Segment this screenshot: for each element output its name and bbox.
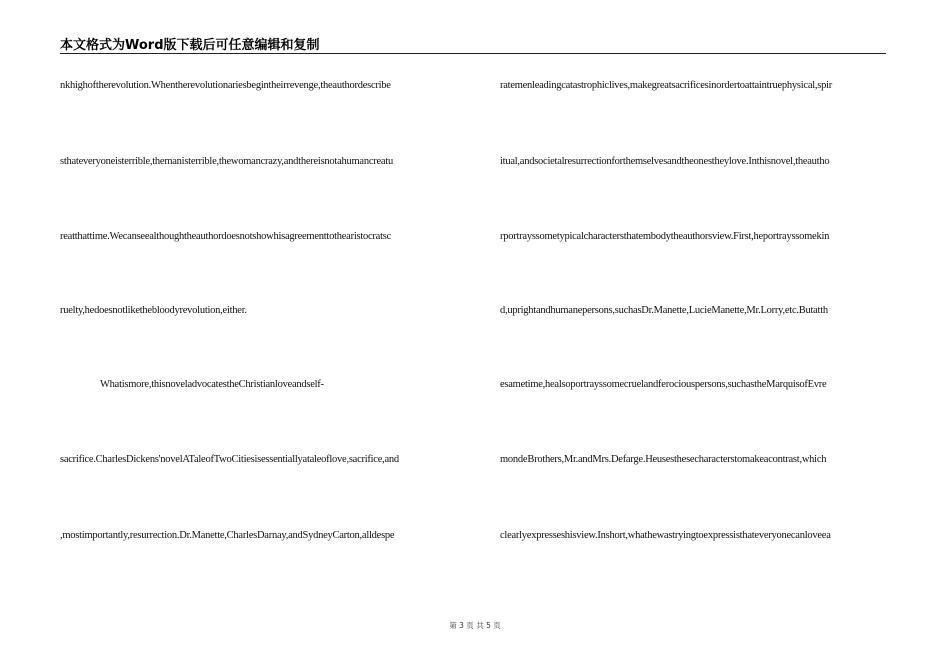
text-line: ratemenleadingcatastrophiclives,makegreatsacrificesinordertoattaintruephysical,spir bbox=[500, 80, 833, 91]
text-line: itual,andsocietalresurrectionforthemselvesandtheonestheylove.Inthisnovel,theautho bbox=[500, 156, 830, 167]
text-line: d,uprightandhumanepersons,suchasDr.Manette,LucieManette,Mr.Lorry,etc.Butatth bbox=[500, 305, 828, 316]
text-line: reatthattime.Wecanseealthoughtheauthordoesnotshowhisagreementtothearistocratsc bbox=[60, 231, 391, 242]
text-line: ruelty,hedoesnotlikethebloodyrevolution,either. bbox=[60, 305, 247, 316]
text-line: clearlyexpresseshisview.Inshort,whathewastryingtoexpressisthateveryonecanloveea bbox=[500, 530, 831, 541]
text-line: rportrayssometypicalcharactersthatembodytheauthorsview.First,heportrayssomekin bbox=[500, 231, 830, 242]
text-line: sacrifice.CharlesDickens'novelATaleofTwoCitiesisessentiallyataleoflove,sacrifice,and bbox=[60, 454, 399, 465]
page-number-footer: 第 3 页 共 5 页 bbox=[449, 621, 501, 630]
text-line: ,mostimportantly,resurrection.Dr.Manette,CharlesDarnay,andSydneyCarton,alldespe bbox=[60, 530, 395, 541]
text-line: sthateveryoneisterrible,themanisterrible,thewomancrazy,andthereisnotahumancreatu bbox=[60, 156, 393, 167]
page-header bbox=[60, 33, 886, 54]
text-line: nkhighoftherevolution.Whentherevolutionariesbegintheirrevenge,theauthordescribe bbox=[60, 80, 391, 91]
text-line: esametime,healsoportrayssomecruelandferociouspersons,suchastheMarquisofEvre bbox=[500, 379, 827, 390]
paragraph-first-line: Whatismore,thisnoveladvocatestheChristianloveandself- bbox=[100, 379, 324, 390]
document-header-title: 本文格式为Word版下载后可任意编辑和复制 bbox=[60, 38, 320, 53]
text-line: mondeBrothers,Mr.andMrs.Defarge.Heusesthesecharacterstomakeacontrast,which bbox=[500, 454, 827, 465]
